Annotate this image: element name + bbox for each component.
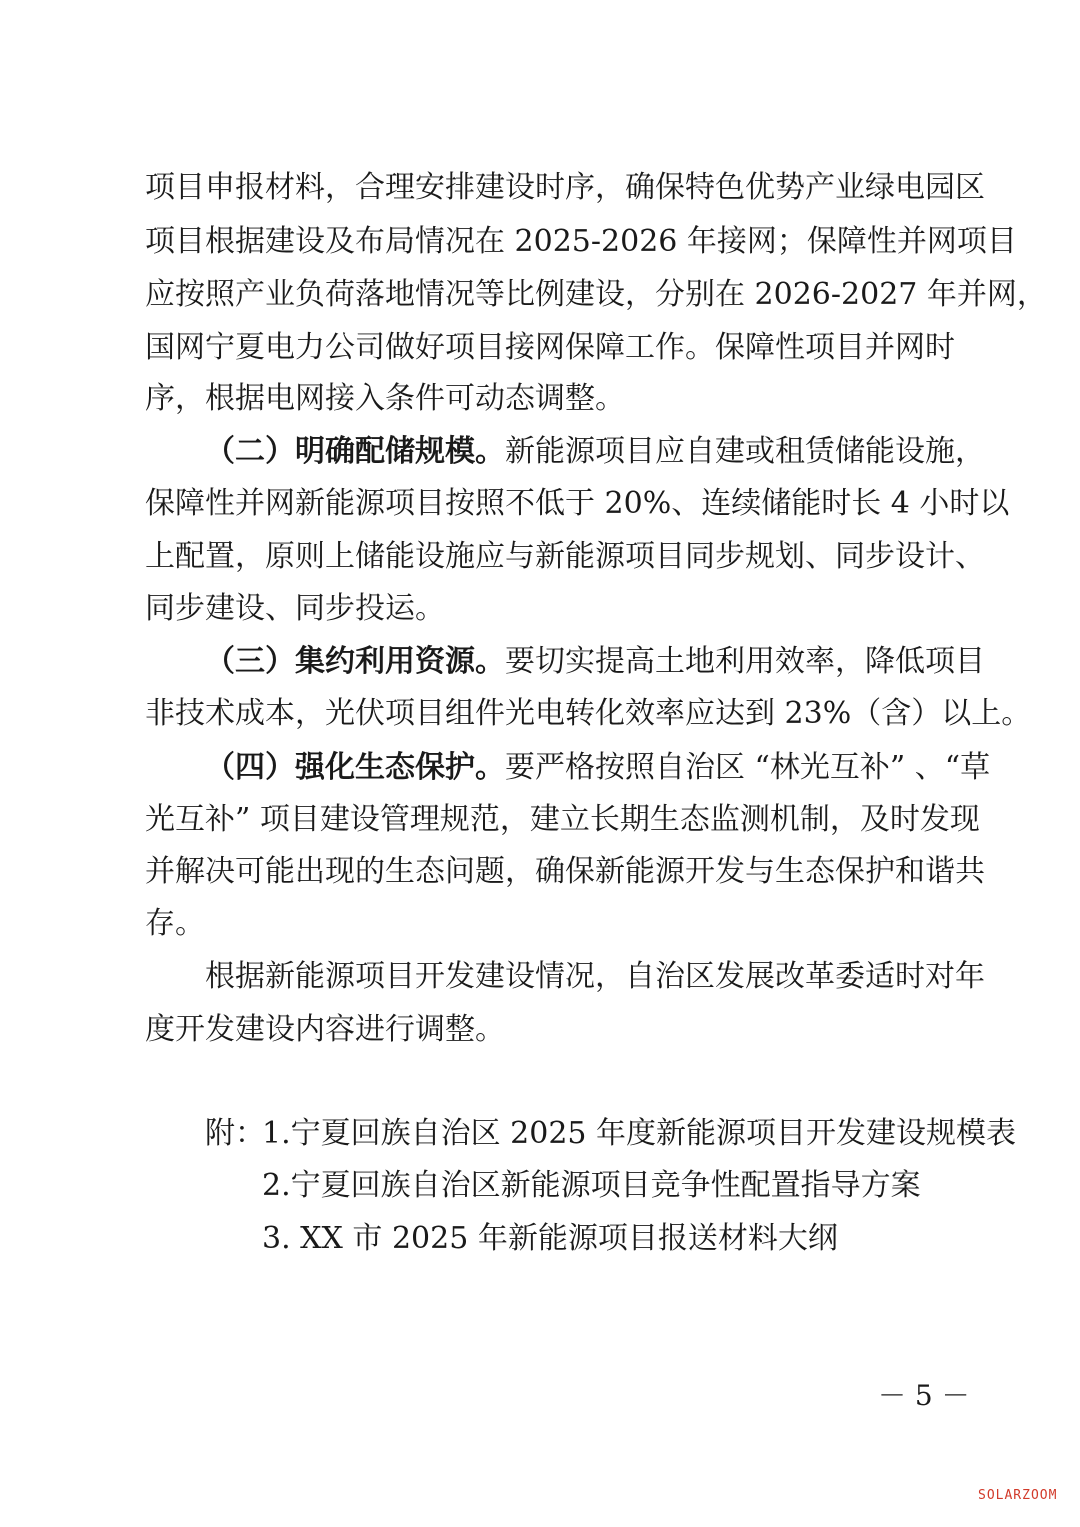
attachment-item-2: 2.宁夏回族自治区新能源项目竞争性配置指导方案 [262,1168,921,1203]
paragraph-line: 应按照产业负荷落地情况等比例建设，分别在 2026-2027 年并网， [145,277,1047,312]
paragraph-line: 序，根据电网接入条件可动态调整。 [145,381,625,416]
section-4-text: 要严格按照自治区 “林光互补” 、“草 [505,750,991,785]
paragraph-line: 存。 [145,906,205,941]
paragraph-line: 保障性并网新能源项目按照不低于 20%、连续储能时长 4 小时以 [145,486,1010,521]
attachments-label: 附： [205,1116,265,1151]
watermark: SOLARZOOM [978,1488,1058,1503]
section-3-first-line [205,642,985,682]
paragraph-line: 项目根据建设及布局情况在 2025-2026 年接网；保障性并网项目 [145,224,1017,259]
paragraph-line: 光互补” 项目建设管理规范，建立长期生态监测机制，及时发现 [145,802,980,837]
paragraph-line: 国网宁夏电力公司做好项目接网保障工作。保障性项目并网时 [145,330,955,365]
attachment-item-1: 1.宁夏回族自治区 2025 年度新能源项目开发建设规模表 [262,1116,1017,1151]
section-2-text: 新能源项目应自建或租赁储能设施， [505,434,985,469]
section-2-first-line [205,432,985,472]
attachment-item-3: 3. XX 市 2025 年新能源项目报送材料大纲 [262,1221,838,1256]
section-3-text: 要切实提高土地利用效率，降低项目 [505,644,985,679]
paragraph-line: 根据新能源项目开发建设情况，自治区发展改革委适时对年 [205,959,985,994]
section-2-heading: （二）明确配储规模。 [205,434,505,469]
section-3-heading: （三）集约利用资源。 [205,644,505,679]
section-4-heading: （四）强化生态保护。 [205,750,505,785]
paragraph-line: 上配置，原则上储能设施应与新能源项目同步规划、同步设计、 [145,539,985,574]
paragraph-line: 项目申报材料，合理安排建设时序，确保特色优势产业绿电园区 [145,170,985,205]
page-number: － 5 － [878,1379,970,1412]
paragraph-line: 非技术成本，光伏项目组件光电转化效率应达到 23%（含）以上。 [145,696,1032,731]
section-4-first-line [205,748,991,788]
paragraph-line: 并解决可能出现的生态问题，确保新能源开发与生态保护和谐共 [145,854,985,889]
paragraph-line: 度开发建设内容进行调整。 [145,1012,505,1047]
paragraph-line: 同步建设、同步投运。 [145,591,445,626]
